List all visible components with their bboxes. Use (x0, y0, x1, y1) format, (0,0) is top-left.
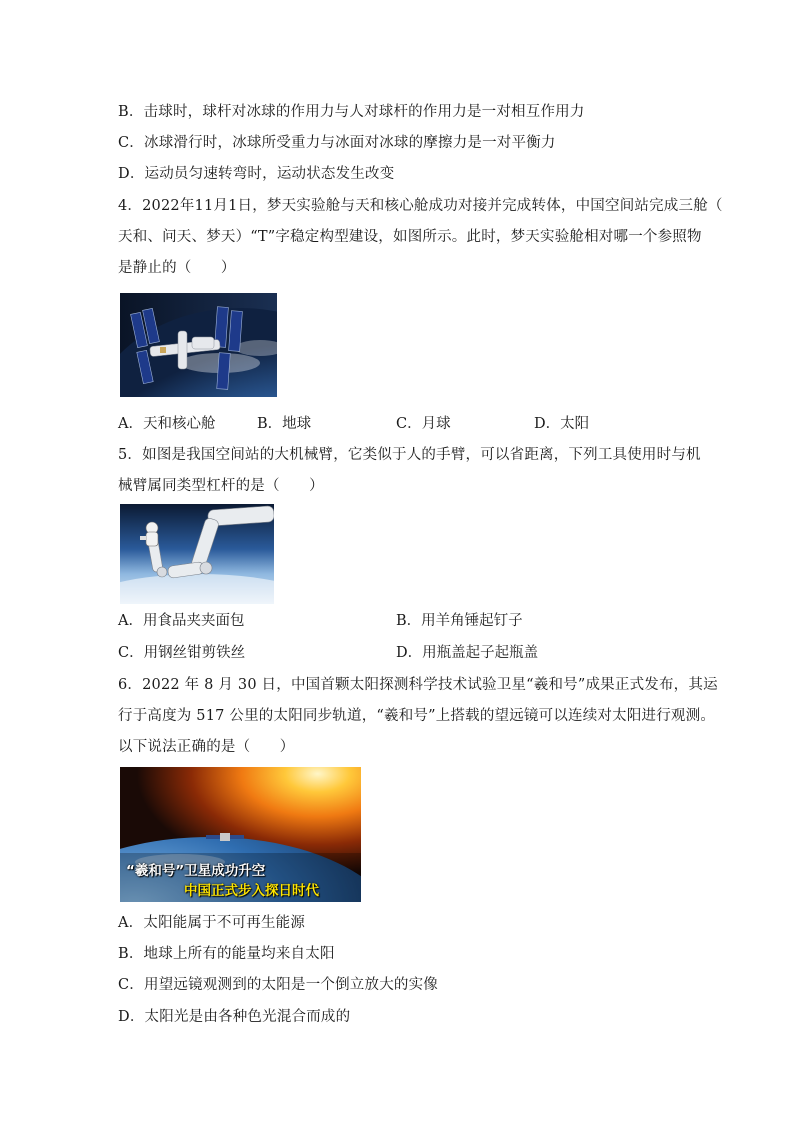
q4-stem-line1: 4．2022年11月1日，梦天实验舱与天和核心舱成功对接并完成转体，中国空间站完成三舱（ (118, 198, 723, 214)
q4-option-d: D．太阳 (534, 416, 590, 432)
q6-option-a: A．太阳能属于不可再生能源 (118, 915, 306, 931)
q4-option-b: B．地球 (257, 416, 312, 432)
q4-stem-line2: 天和、问天、梦天）“T”字稳定构型建设，如图所示。此时，梦天实验舱相对哪一个参照物 (118, 229, 702, 245)
q3-option-d: D．运动员匀速转弯时，运动状态发生改变 (118, 166, 395, 182)
q4-option-a: A．天和核心舱 (118, 416, 216, 432)
q5-option-d: D．用瓶盖起子起瓶盖 (396, 645, 539, 661)
q6-option-d: D．太阳光是由各种色光混合而成的 (118, 1009, 351, 1025)
q5-option-a: A．用食品夹夹面包 (118, 613, 245, 629)
q5-stem-line1: 5．如图是我国空间站的大机械臂，它类似于人的手臂，可以省距离，下列工具使用时与机 (118, 447, 701, 463)
q6-option-b: B．地球上所有的能量均来自太阳 (118, 946, 335, 962)
q4-stem-line3: 是静止的（ ） (118, 260, 236, 276)
robotic-arm-image (120, 504, 274, 604)
image-caption-line1: “羲和号”卫星成功升空 (126, 863, 266, 879)
q5-stem-line2: 械臂属同类型杠杆的是（ ） (118, 478, 324, 494)
q3-option-b: B．击球时，球杆对冰球的作用力与人对球杆的作用力是一对相互作用力 (118, 104, 585, 120)
q5-option-b: B．用羊角锤起钉子 (396, 613, 523, 629)
q6-stem-line3: 以下说法正确的是（ ） (118, 739, 295, 755)
image-caption-line2: 中国正式步入探日时代 (184, 883, 319, 899)
q6-option-c: C．用望远镜观测到的太阳是一个倒立放大的实像 (118, 977, 438, 993)
xihe-satellite-image (120, 767, 361, 902)
q4-option-c: C．月球 (396, 416, 451, 432)
q6-stem-line1: 6．2022 年 8 月 30 日，中国首颗太阳探测科学技术试验卫星“羲和号”成果正式发布，其运 (118, 677, 718, 693)
q5-option-c: C．用钢丝钳剪铁丝 (118, 645, 246, 661)
space-station-image (120, 293, 277, 397)
q6-stem-line2: 行于高度为 517 公里的太阳同步轨道，“羲和号”上搭载的望远镜可以连续对太阳进行观测。 (118, 708, 716, 724)
q3-option-c: C．冰球滑行时，冰球所受重力与冰面对冰球的摩擦力是一对平衡力 (118, 135, 556, 151)
